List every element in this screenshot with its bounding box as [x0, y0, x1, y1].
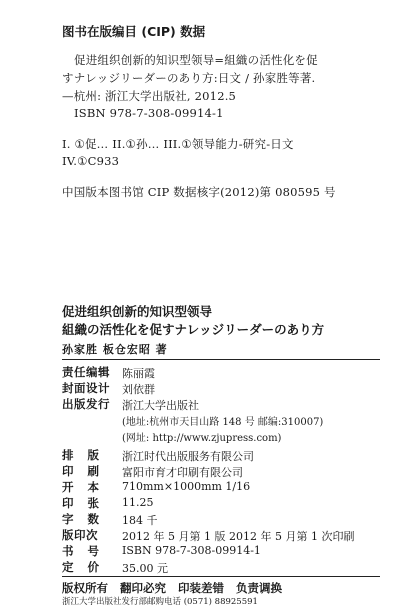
cip-line-title-cont: すナレッジリーダーのあり方:日文 / 孙家胜等著. [62, 71, 316, 85]
value-website: (网址: http://www.zjupress.com) [122, 433, 282, 444]
label-edition: 版印次 [62, 528, 98, 542]
label-book-number: 书号 [62, 544, 113, 558]
cip-line-publisher: —杭州: 浙江大学出版社, 2012.5 [62, 89, 237, 103]
value-format: 710mm×1000mm 1/16 [122, 480, 251, 493]
label-cover-design: 封面设计 [62, 381, 110, 395]
label-format: 开本 [62, 480, 113, 494]
label-editor: 责任编辑 [62, 365, 110, 379]
cip-heading: 图书在版编目 (CIP) 数据 [62, 24, 206, 39]
value-address: (地址:杭州市天目山路 148 号 邮编:310007) [122, 417, 324, 428]
value-edition: 2012 年 5 月第 1 版 2012 年 5 月第 1 次印刷 [122, 530, 355, 543]
value-typesetting: 浙江时代出版服务有限公司 [122, 450, 254, 463]
label-publisher: 出版发行 [62, 397, 110, 411]
label-printing: 印刷 [62, 464, 113, 478]
book-authors: 孙家胜 板仓宏昭 著 [62, 343, 168, 356]
cip-line-isbn: ISBN 978-7-308-09914-1 [74, 106, 224, 120]
value-isbn: ISBN 978-7-308-09914-1 [122, 544, 261, 557]
divider-top [62, 359, 380, 360]
book-title-chinese: 促进组织创新的知识型领导 [62, 304, 213, 319]
cip-classification-1: I. ①促… II.①孙… III.①领导能力-研究-日文 [62, 137, 294, 151]
label-price: 定价 [62, 560, 113, 574]
value-printing: 富阳市育才印刷有限公司 [122, 466, 243, 479]
value-editor: 陈丽霞 [122, 367, 155, 380]
cip-data-number: 中国版本图书馆 CIP 数据核字(2012)第 080595 号 [62, 185, 336, 199]
cip-line-title: 促进组织创新的知识型领导=組織の活性化を促 [74, 53, 318, 67]
label-word-count: 字数 [62, 512, 113, 526]
value-word-count: 184 千 [122, 514, 158, 527]
value-sheets: 11.25 [122, 496, 154, 509]
rights-notice: 版权所有 翻印必究 印装差错 负责调换 [62, 581, 283, 595]
label-sheets: 印张 [62, 496, 113, 510]
cip-classification-2: IV.①C933 [62, 154, 120, 168]
mail-order-contact: 浙江大学出版社发行部邮购电话 (0571) 88925591 [62, 597, 258, 607]
value-cover-design: 刘依群 [122, 383, 155, 396]
label-typesetting: 排版 [62, 448, 113, 462]
value-price: 35.00 元 [122, 562, 168, 575]
divider-bottom [62, 576, 380, 577]
value-publisher: 浙江大学出版社 [122, 399, 199, 412]
book-title-japanese: 組織の活性化を促すナレッジリーダーのあり方 [62, 322, 325, 337]
